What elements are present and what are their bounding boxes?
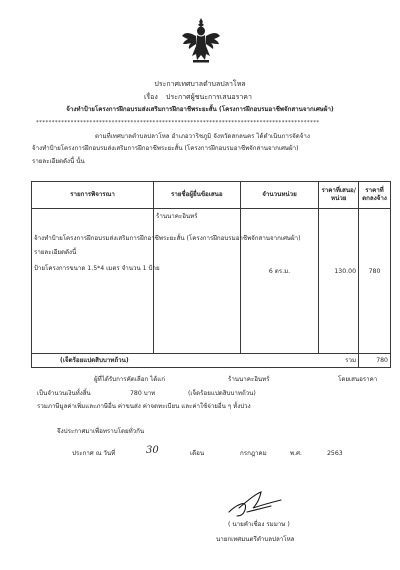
signer-name: ( นายคำเชื่อง รมมาษ ) [228,521,290,528]
date-year: 2563 [327,450,343,457]
header-qty: จำนวนหน่วย [240,182,319,209]
signature [225,486,285,520]
result-amount-label: เป็นจำนวนเงินทั้งสิ้น [37,390,91,397]
vendor-cell [154,209,241,354]
header-approved-line2: ตกลงจ้าง [362,195,387,202]
result-amount: 780 บาท [130,390,156,397]
signer-position: นายกเทศมนตรีตำบลปลาโหล [216,536,295,543]
intro-line-2: จ้างทำป้ายโครงการฝึกอบรมส่งเสริมการฝึกอาชีพระยะสั้น (โครงการฝึกอบรมอาชีพจักสานจากเศษผ้า) [32,145,299,152]
date-prefix: ประกาศ ณ วันที่ [72,450,116,457]
star-divider: ****************************************************************************************** [36,120,320,126]
date-year-label: พ.ศ. [290,450,302,457]
result-selected-label: ผู้ที่ได้รับการคัดเลือก ได้แก่ [94,376,165,383]
header-item: รายการพิจารณา [32,182,154,209]
result-amount-words: (เจ็ดร้อยแปดสิบบาทถ้วน) [188,390,256,397]
header-vendor: รายชื่อผู้ยื่นข้อเสนอ [154,182,241,209]
result-offer-label: โดยเสนอราคา [338,376,378,383]
header-price-line1: ราคาที่เสนอ/ [321,187,357,194]
total-value: 780 [376,356,388,364]
subject-prefix: เรื่อง [144,93,158,101]
date-day: 30 [146,445,159,456]
total-value-cell [359,354,391,368]
header-approved-line1: ราคาที่ [365,187,384,194]
table-header-row [32,182,391,209]
total-words: (เจ็ดร้อยแปดสิบบาทถ้วน) [60,356,129,364]
result-vendor: ร้านนาคะอินทร์ [228,376,270,383]
item-line-1: จ้างทำป้ายโครงการฝึกอบรมส่งเสริมการฝึกอาชีพระยะสั้น (โครงการฝึกอบรมอาชีพจักสานจากเศษผ้า) [34,235,301,242]
quotation-table [31,181,391,368]
intro-line-1: ตามที่เทศบาลตำบลปลาโหล อำเภอวาริชภูมิ จังหวัดสกลนคร ได้ดำเนินการจัดจ้าง [95,133,310,140]
qty-value: 6 ตร.ม. [268,268,291,275]
total-row [32,354,391,368]
closing-notice: จึงประกาศมาเพื่อทราบโดยทั่วกัน [57,428,145,435]
subject-text: ประกาศผู้ชนะการเสนอราคา [166,93,252,101]
vendor-name: ร้านนาคะอินทร์ [156,213,198,220]
date-month-label: เดือน [190,450,205,457]
total-spacer-cell [240,354,319,368]
approved-value: 780 [368,268,381,275]
approved-cell [359,209,391,354]
date-month: กรกฎาคม [240,450,267,457]
total-label: รวม [345,356,357,364]
project-title: จ้างทำป้ายโครงการฝึกอบรมส่งเสริมการฝึกอาชีพระยะสั้น (โครงการฝึกอบรมอาชีพจักสานจากเศษผ้า) [66,106,334,113]
qty-cell [240,209,319,354]
total-label-cell [319,354,359,368]
subject-line [144,93,252,102]
result-line-3: รวมภาษีมูลค่าเพิ่มและภาษีอื่น ค่าขนส่ง ค่าจดทะเบียน และค่าใช้จ่ายอื่น ๆ ทั้งปวง [37,403,251,410]
item-detail: ป้ายโครงการขนาด 1.5*4 เมตร จำนวน 1 ป้าย [34,265,160,272]
table-row [32,209,391,354]
item-line-2: รายละเอียดดังนี้ [34,249,77,256]
total-words-cell [32,354,241,368]
header-approved [359,182,391,209]
price-cell [319,209,359,354]
header-price [319,182,359,209]
header-price-line2: หน่วย [331,195,347,202]
announcement-title: ประกาศเทศบาลตำบลปลาโหล [154,80,246,88]
price-value: 130.00 [334,268,357,275]
garuda-emblem [180,16,222,66]
intro-line-3: รายละเอียดดังนี้ นั้น [32,158,85,165]
